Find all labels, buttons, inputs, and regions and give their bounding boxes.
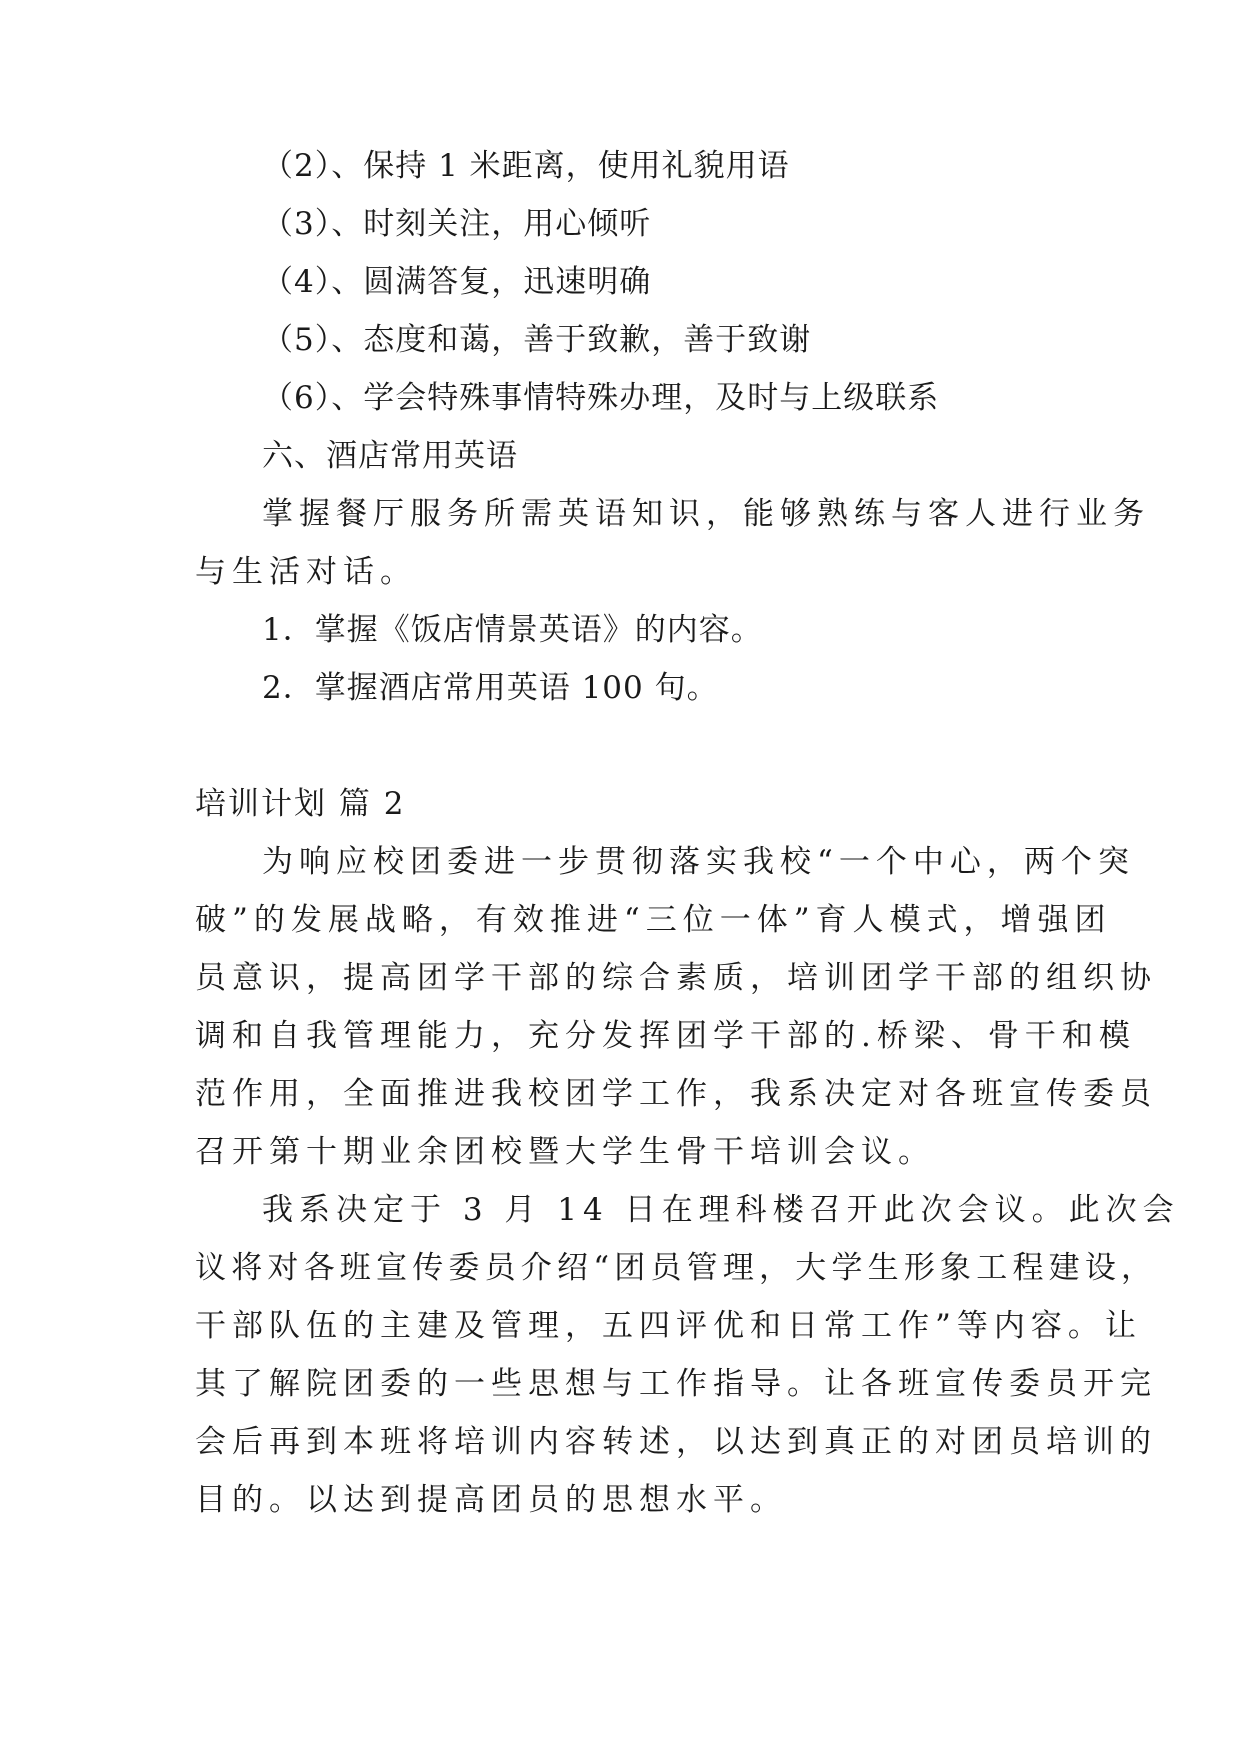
- paragraph-line: 会后再到本班将培训内容转述，以达到真正的对团员培训的: [195, 1424, 1157, 1460]
- list-item: 2．掌握酒店常用英语 100 句。: [262, 670, 719, 706]
- paragraph-line: 调和自我管理能力，充分发挥团学干部的.桥梁、骨干和模: [195, 1018, 1136, 1054]
- paragraph-line: 破”的发展战略，有效推进“三位一体”育人模式，增强团: [195, 902, 1112, 938]
- paragraph-line: 其了解院团委的一些思想与工作指导。让各班宣传委员开完: [195, 1366, 1157, 1402]
- section-heading: 六、酒店常用英语: [262, 438, 518, 474]
- section-title: 培训计划 篇 2: [195, 786, 406, 822]
- list-item: （3）、时刻关注，用心倾听: [262, 206, 652, 242]
- paragraph-line: 为响应校团委进一步贯彻落实我校“一个中心，两个突: [262, 844, 1135, 880]
- paragraph-line: 召开第十期业余团校暨大学生骨干培训会议。: [195, 1134, 935, 1170]
- paragraph-line: 掌握餐厅服务所需英语知识，能够熟练与客人进行业务: [262, 496, 1150, 532]
- paragraph-line: 目的。以达到提高团员的思想水平。: [195, 1482, 787, 1518]
- paragraph-line: 与生活对话。: [195, 554, 417, 590]
- paragraph-line: 员意识，提高团学干部的综合素质，培训团学干部的组织协: [195, 960, 1157, 996]
- paragraph-line: 议将对各班宣传委员介绍“团员管理，大学生形象工程建设，: [195, 1250, 1158, 1286]
- paragraph-line: 干部队伍的主建及管理，五四评优和日常工作”等内容。让: [195, 1308, 1142, 1344]
- paragraph-line: 范作用，全面推进我校团学工作，我系决定对各班宣传委员: [195, 1076, 1157, 1112]
- list-item: （4）、圆满答复，迅速明确: [262, 264, 652, 300]
- list-item: （5）、态度和蔼，善于致歉，善于致谢: [262, 322, 812, 358]
- list-item: 1．掌握《饭店情景英语》的内容。: [262, 612, 763, 648]
- list-item: （6）、学会特殊事情特殊办理，及时与上级联系: [262, 380, 940, 416]
- paragraph-line: 我系决定于 3 月 14 日在理科楼召开此次会议。此次会: [262, 1192, 1180, 1228]
- list-item: （2）、保持 1 米距离，使用礼貌用语: [262, 148, 790, 184]
